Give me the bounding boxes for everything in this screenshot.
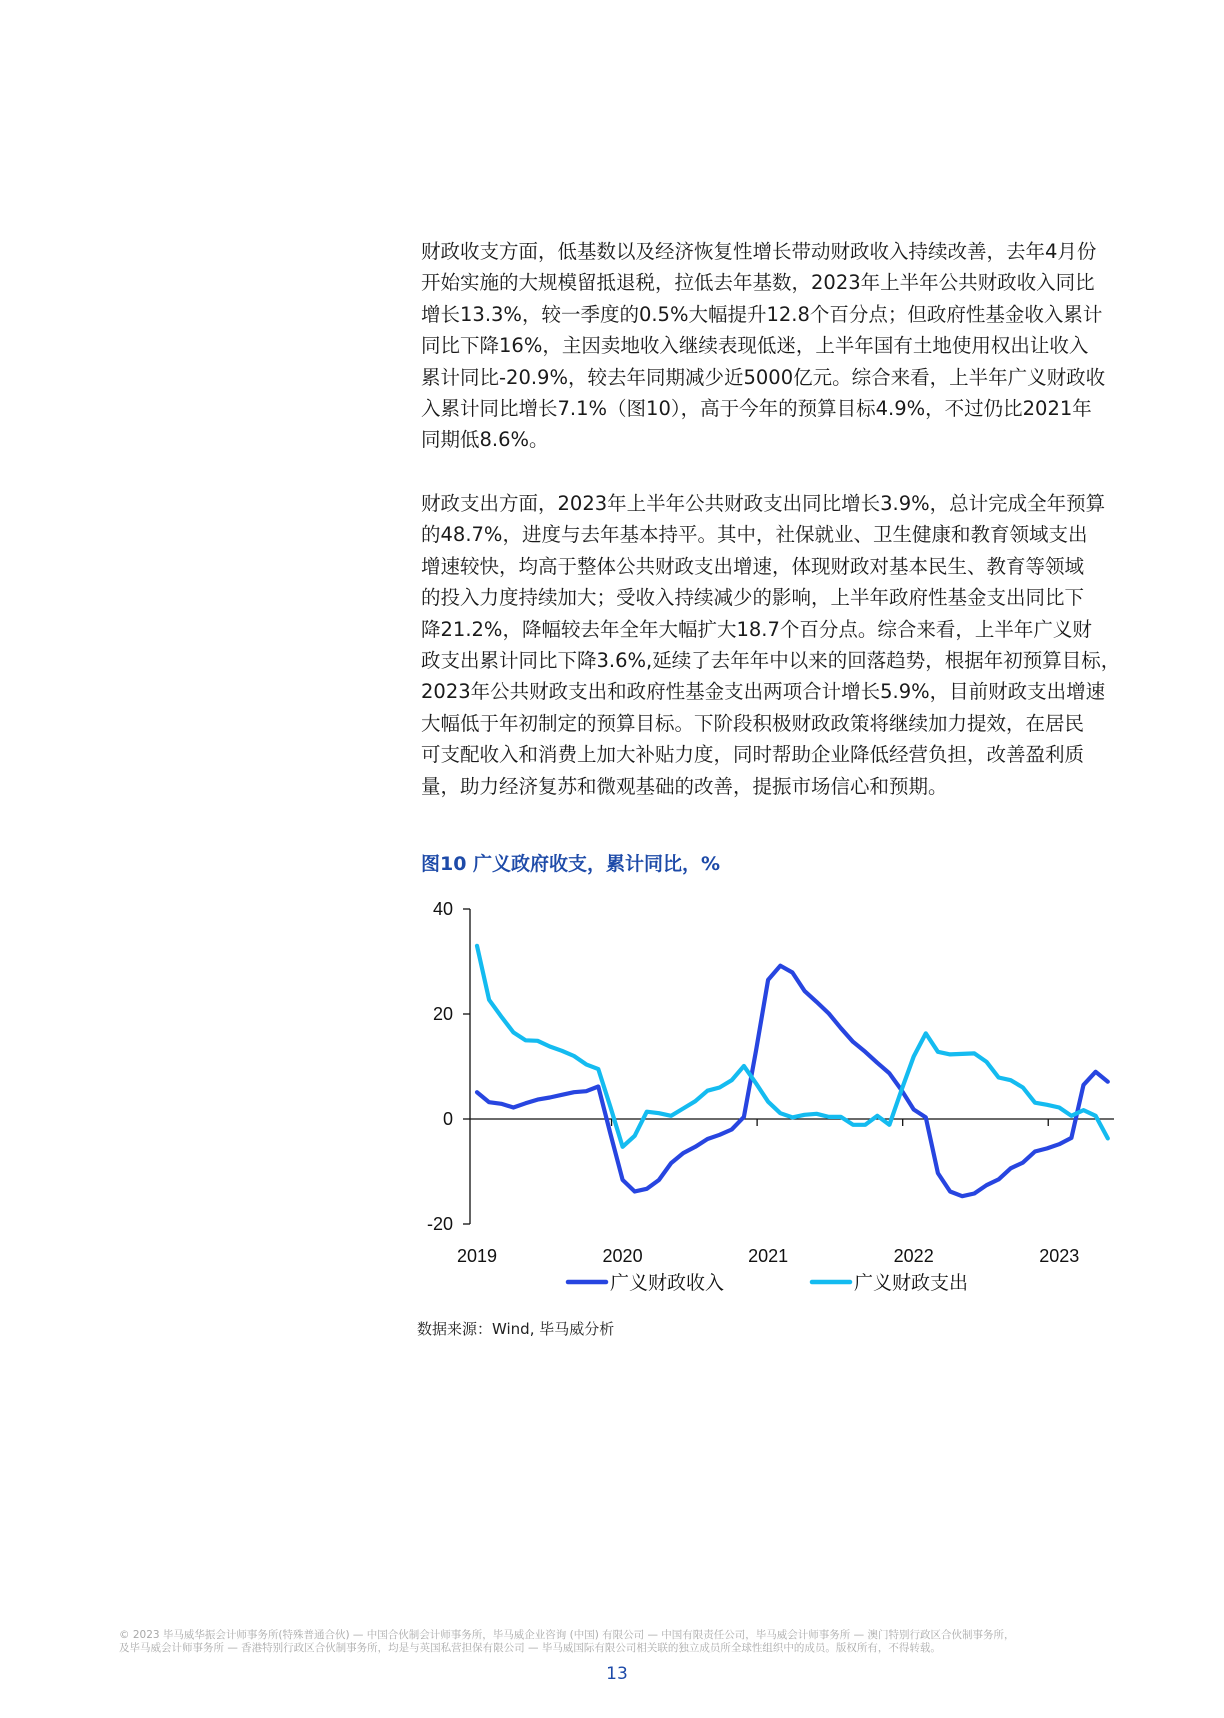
page-number: 13	[606, 1664, 628, 1684]
paragraph-line: 量，助力经济复苏和微观基础的改善，提振市场信心和预期。	[421, 774, 948, 798]
paragraph-line: 累计同比-20.9%，较去年同期减少近5000亿元。综合来看，上半年广义财政收	[421, 365, 1106, 389]
legend-label: 广义财政支出	[854, 1272, 969, 1294]
paragraph-line: 政支出累计同比下降3.6%,延续了去年年中以来的回落趋势，根据年初预算目标，	[421, 648, 1121, 672]
paragraph-line: 大幅低于年初制定的预算目标。下阶段积极财政政策将继续加力提效，在居民	[421, 711, 1085, 735]
y-tick-label: -20	[426, 1214, 453, 1234]
paragraph-line: 2023年公共财政支出和政府性基金支出两项合计增长5.9%，目前财政支出增速	[421, 680, 1106, 704]
paragraph-line: 的48.7%，进度与去年基本持平。其中，社保就业、卫生健康和教育领域支出	[421, 523, 1088, 547]
x-tick-label: 2021	[748, 1246, 789, 1266]
paragraph-line: 的投入力度持续加大；受收入持续减少的影响，上半年政府性基金支出同比下	[421, 586, 1085, 610]
paragraph-line: 同期低8.6%。	[421, 428, 549, 452]
y-tick-label: 20	[432, 1004, 453, 1024]
legend-label: 广义财政收入	[610, 1272, 725, 1294]
paragraph-line: 财政支出方面，2023年上半年公共财政支出同比增长3.9%，总计完成全年预算	[421, 492, 1106, 515]
paragraph-line: 增速较快，均高于整体公共财政支出增速，体现财政对基本民生、教育等领域	[421, 554, 1085, 578]
y-tick-label: 40	[432, 899, 453, 919]
footer-line: 及毕马威会计师事务所 — 香港特别行政区合伙制事务所，均是与英国私营担保有限公司 — 毕马威国际有限公司相关联的独立成员所全球性组织中的成员。版权所有，不得转载。	[119, 1642, 941, 1654]
x-tick-label: 2022	[893, 1246, 934, 1266]
paragraph-line: 财政收支方面，低基数以及经济恢复性增长带动财政收入持续改善，去年4月份	[421, 240, 1097, 263]
copyright-footer	[119, 1629, 1119, 1655]
x-tick-label: 2023	[1039, 1246, 1080, 1266]
y-tick-label: 0	[442, 1109, 453, 1129]
paragraph-line: 入累计同比增长7.1%（图10），高于今年的预算目标4.9%，不过仍比2021年	[421, 396, 1092, 420]
data-source: 数据来源：Wind, 毕马威分析	[417, 1320, 615, 1338]
paragraph-line: 开始实施的大规模留抵退税，拉低去年基数，2023年上半年公共财政收入同比	[421, 271, 1095, 295]
x-tick-label: 2020	[602, 1246, 643, 1266]
figure-title: 图10 广义政府收支，累计同比，%	[421, 853, 721, 875]
footer-line: © 2023 毕马威华振会计师事务所(特殊普通合伙) — 中国合伙制会计师事务所，毕马威企业咨询 (中国) 有限公司 — 中国有限责任公司，毕马威会计师事务所 — 澳门特别行政区合伙制事务所，	[119, 1629, 1015, 1641]
paragraph-line: 同比下降16%，主因卖地收入继续表现低迷，上半年国有土地使用权出让收入	[421, 334, 1089, 358]
paragraph-line: 可支配收入和消费上加大补贴力度，同时帮助企业降低经营负担，改善盈利质	[421, 743, 1085, 767]
paragraph-line: 降21.2%，降幅较去年全年大幅扩大18.7个百分点。综合来看，上半年广义财	[421, 617, 1092, 641]
chart-legend	[568, 1272, 968, 1294]
paragraph-line: 增长13.3%，较一季度的0.5%大幅提升12.8个百分点；但政府性基金收入累计	[421, 302, 1103, 326]
chart-series	[477, 946, 1108, 1196]
x-tick-label: 2019	[456, 1246, 498, 1266]
